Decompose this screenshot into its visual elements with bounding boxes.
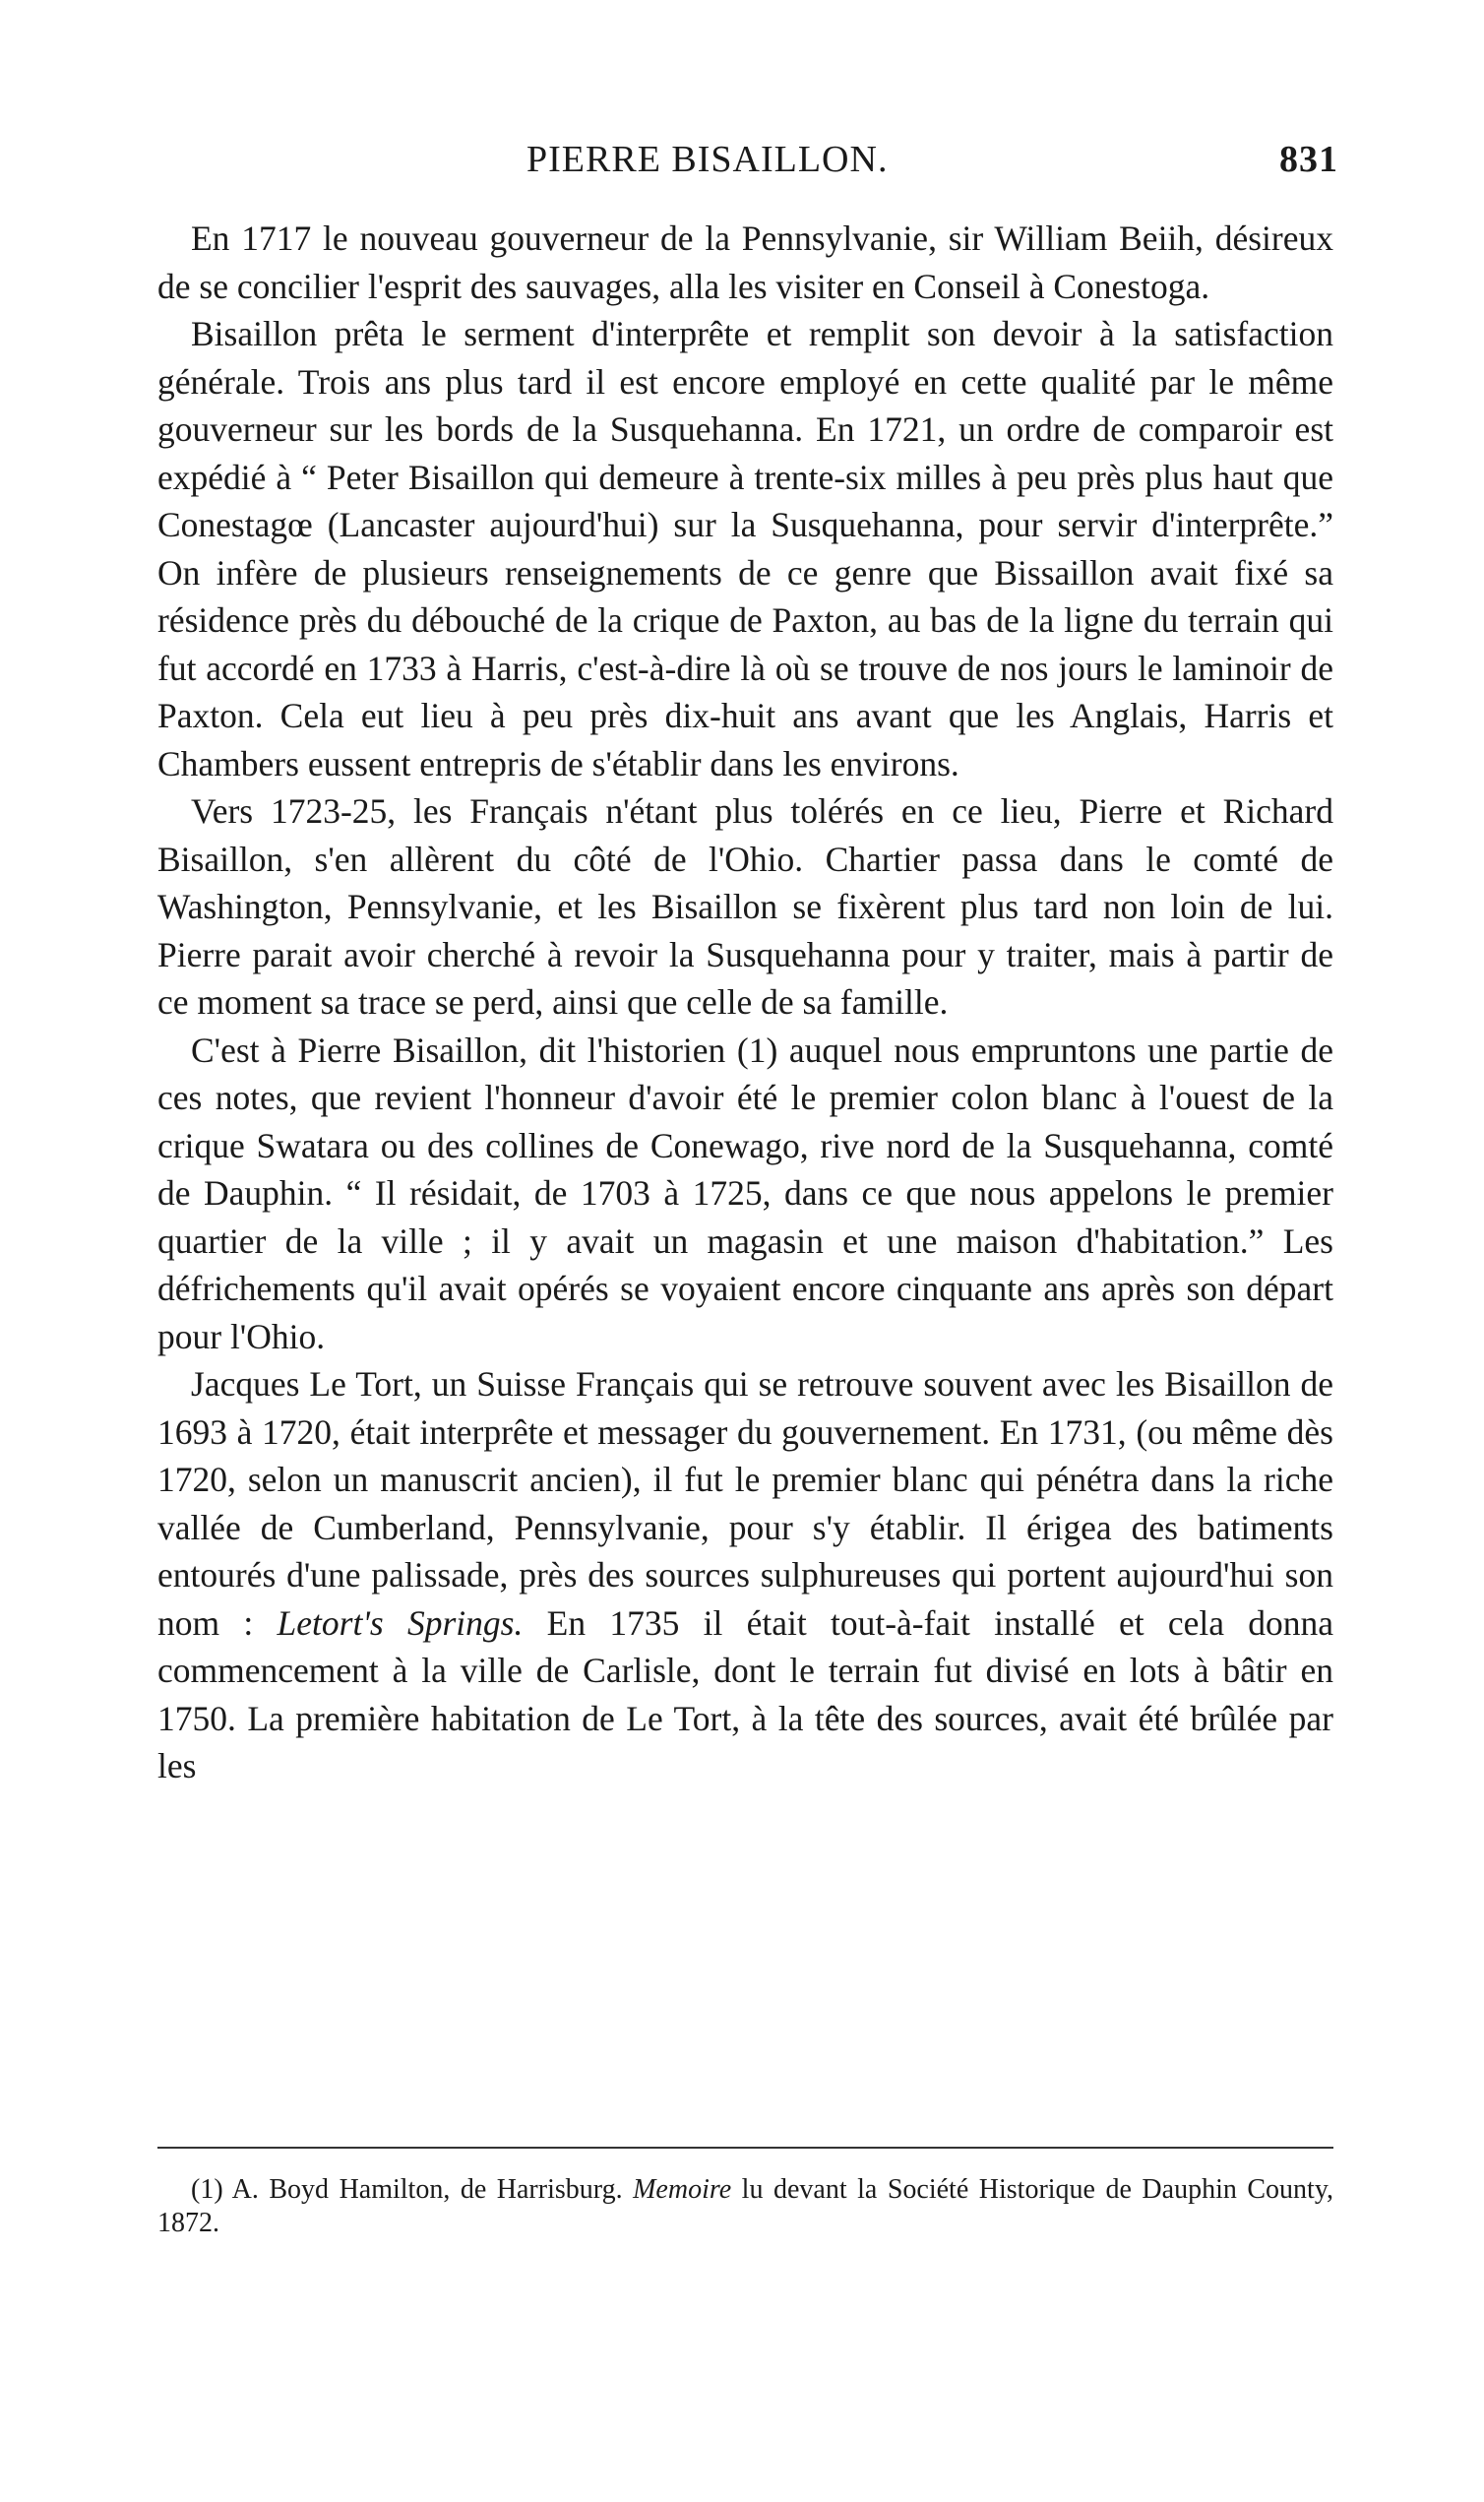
running-title: PIERRE BISAILLON. xyxy=(526,139,889,180)
footnote-italic: Memoire xyxy=(633,2174,732,2205)
paragraph-2: Bisaillon prêta le serment d'interprête et remplit son devoir à la satisfaction générale. Trois ans plus tard il est encore employé en cette qualité par le même gouverneur sur les bords de la Susquehanna. En 1721, un ordre de comparoir est expédié à “ Peter Bisaillon qui demeure à trente-six milles à peu près plus haut que Conestagœ (Lancaster aujourd'hui) sur la Susquehanna, pour servir d'interprête.” On infère de plusieurs renseignements de ce genre que Bissaillon avait fixé sa résidence près du débouché de la crique de Paxton, au bas de la ligne du terrain qui fut accordé en 1733 à Harris, c'est-à-dire là où se trouve de nos jours le laminoir de Paxton. Cela eut lieu à peu près dix-huit ans avant que les Anglais, Harris et Chambers eussent entrepris de s'établir dans les environs. xyxy=(157,314,1333,783)
footnote-text: A. Boyd Hamilton, de Harrisburg. xyxy=(231,2174,623,2205)
page-number: 831 xyxy=(1279,139,1338,180)
paragraph-1: En 1717 le nouveau gouverneur de la Pennsylvanie, sir William Beiih, désireux de se concilier l'esprit des sauvages, alla les visiter en Conseil à Conestoga. xyxy=(157,219,1333,306)
running-header xyxy=(148,138,1338,187)
footnote-text-continued: lu devant la Société Historique de Dauphin County, 1872. xyxy=(157,2174,1334,2238)
paragraph-5-continued: En 1735 il était tout-à-fait installé et cela donna commencement à la ville de Carlisle, dont le terrain fut divisé en lots à bâtir en 1750. La première habitation de Le Tort, à la tête des sources, avait été brûlée par les xyxy=(157,1602,1334,1785)
body-text xyxy=(157,215,1333,1790)
footnote-rule xyxy=(157,2147,1333,2149)
paragraph-5 xyxy=(157,1360,1333,1790)
footnote xyxy=(157,2173,1333,2240)
footnote-marker: (1) xyxy=(191,2174,223,2205)
paragraph-3: Vers 1723-25, les Français n'étant plus tolérés en ce lieu, Pierre et Richard Bisaillon, s'en allèrent du côté de l'Ohio. Chartier passa dans le comté de Washington, Pennsylvanie, et les Bisaillon se fixèrent plus tard non loin de lui. Pierre parait avoir cherché à revoir la Susquehanna pour y traiter, mais à partir de ce moment sa trace se perd, ainsi que celle de sa famille. xyxy=(157,791,1333,1022)
letort-springs-italic: Letort's Springs. xyxy=(277,1602,524,1643)
paragraph-4: C'est à Pierre Bisaillon, dit l'historien (1) auquel nous empruntons une partie de ces notes, que revient l'honneur d'avoir été le premier colon blanc à l'ouest de la crique Swatara ou des collines de Conewago, rive nord de la Susquehanna, comté de Dauphin. “ Il résidait, de 1703 à 1725, dans ce que nous appelons le premier quartier de la ville ; il y avait un magasin et une maison d'habitation.” Les défrichements qu'il avait opérés se voyaient encore cinquante ans après son départ pour l'Ohio. xyxy=(157,1030,1333,1356)
paragraph-5-text: Jacques Le Tort, un Suisse Français qui se retrouve souvent avec les Bisaillon de 1693 à 1720, était interprête et messager du gouvernement. En 1731, (ou même dès 1720, selon un manuscrit ancien), il fut le premier blanc qui pénétra dans la riche vallée de Cumberland, Pennsylvanie, pour s'y établir. Il érigea des batiments entourés d'une palissade, près des sources sulphureuses qui portent aujourd'hui son nom : xyxy=(157,1364,1333,1643)
